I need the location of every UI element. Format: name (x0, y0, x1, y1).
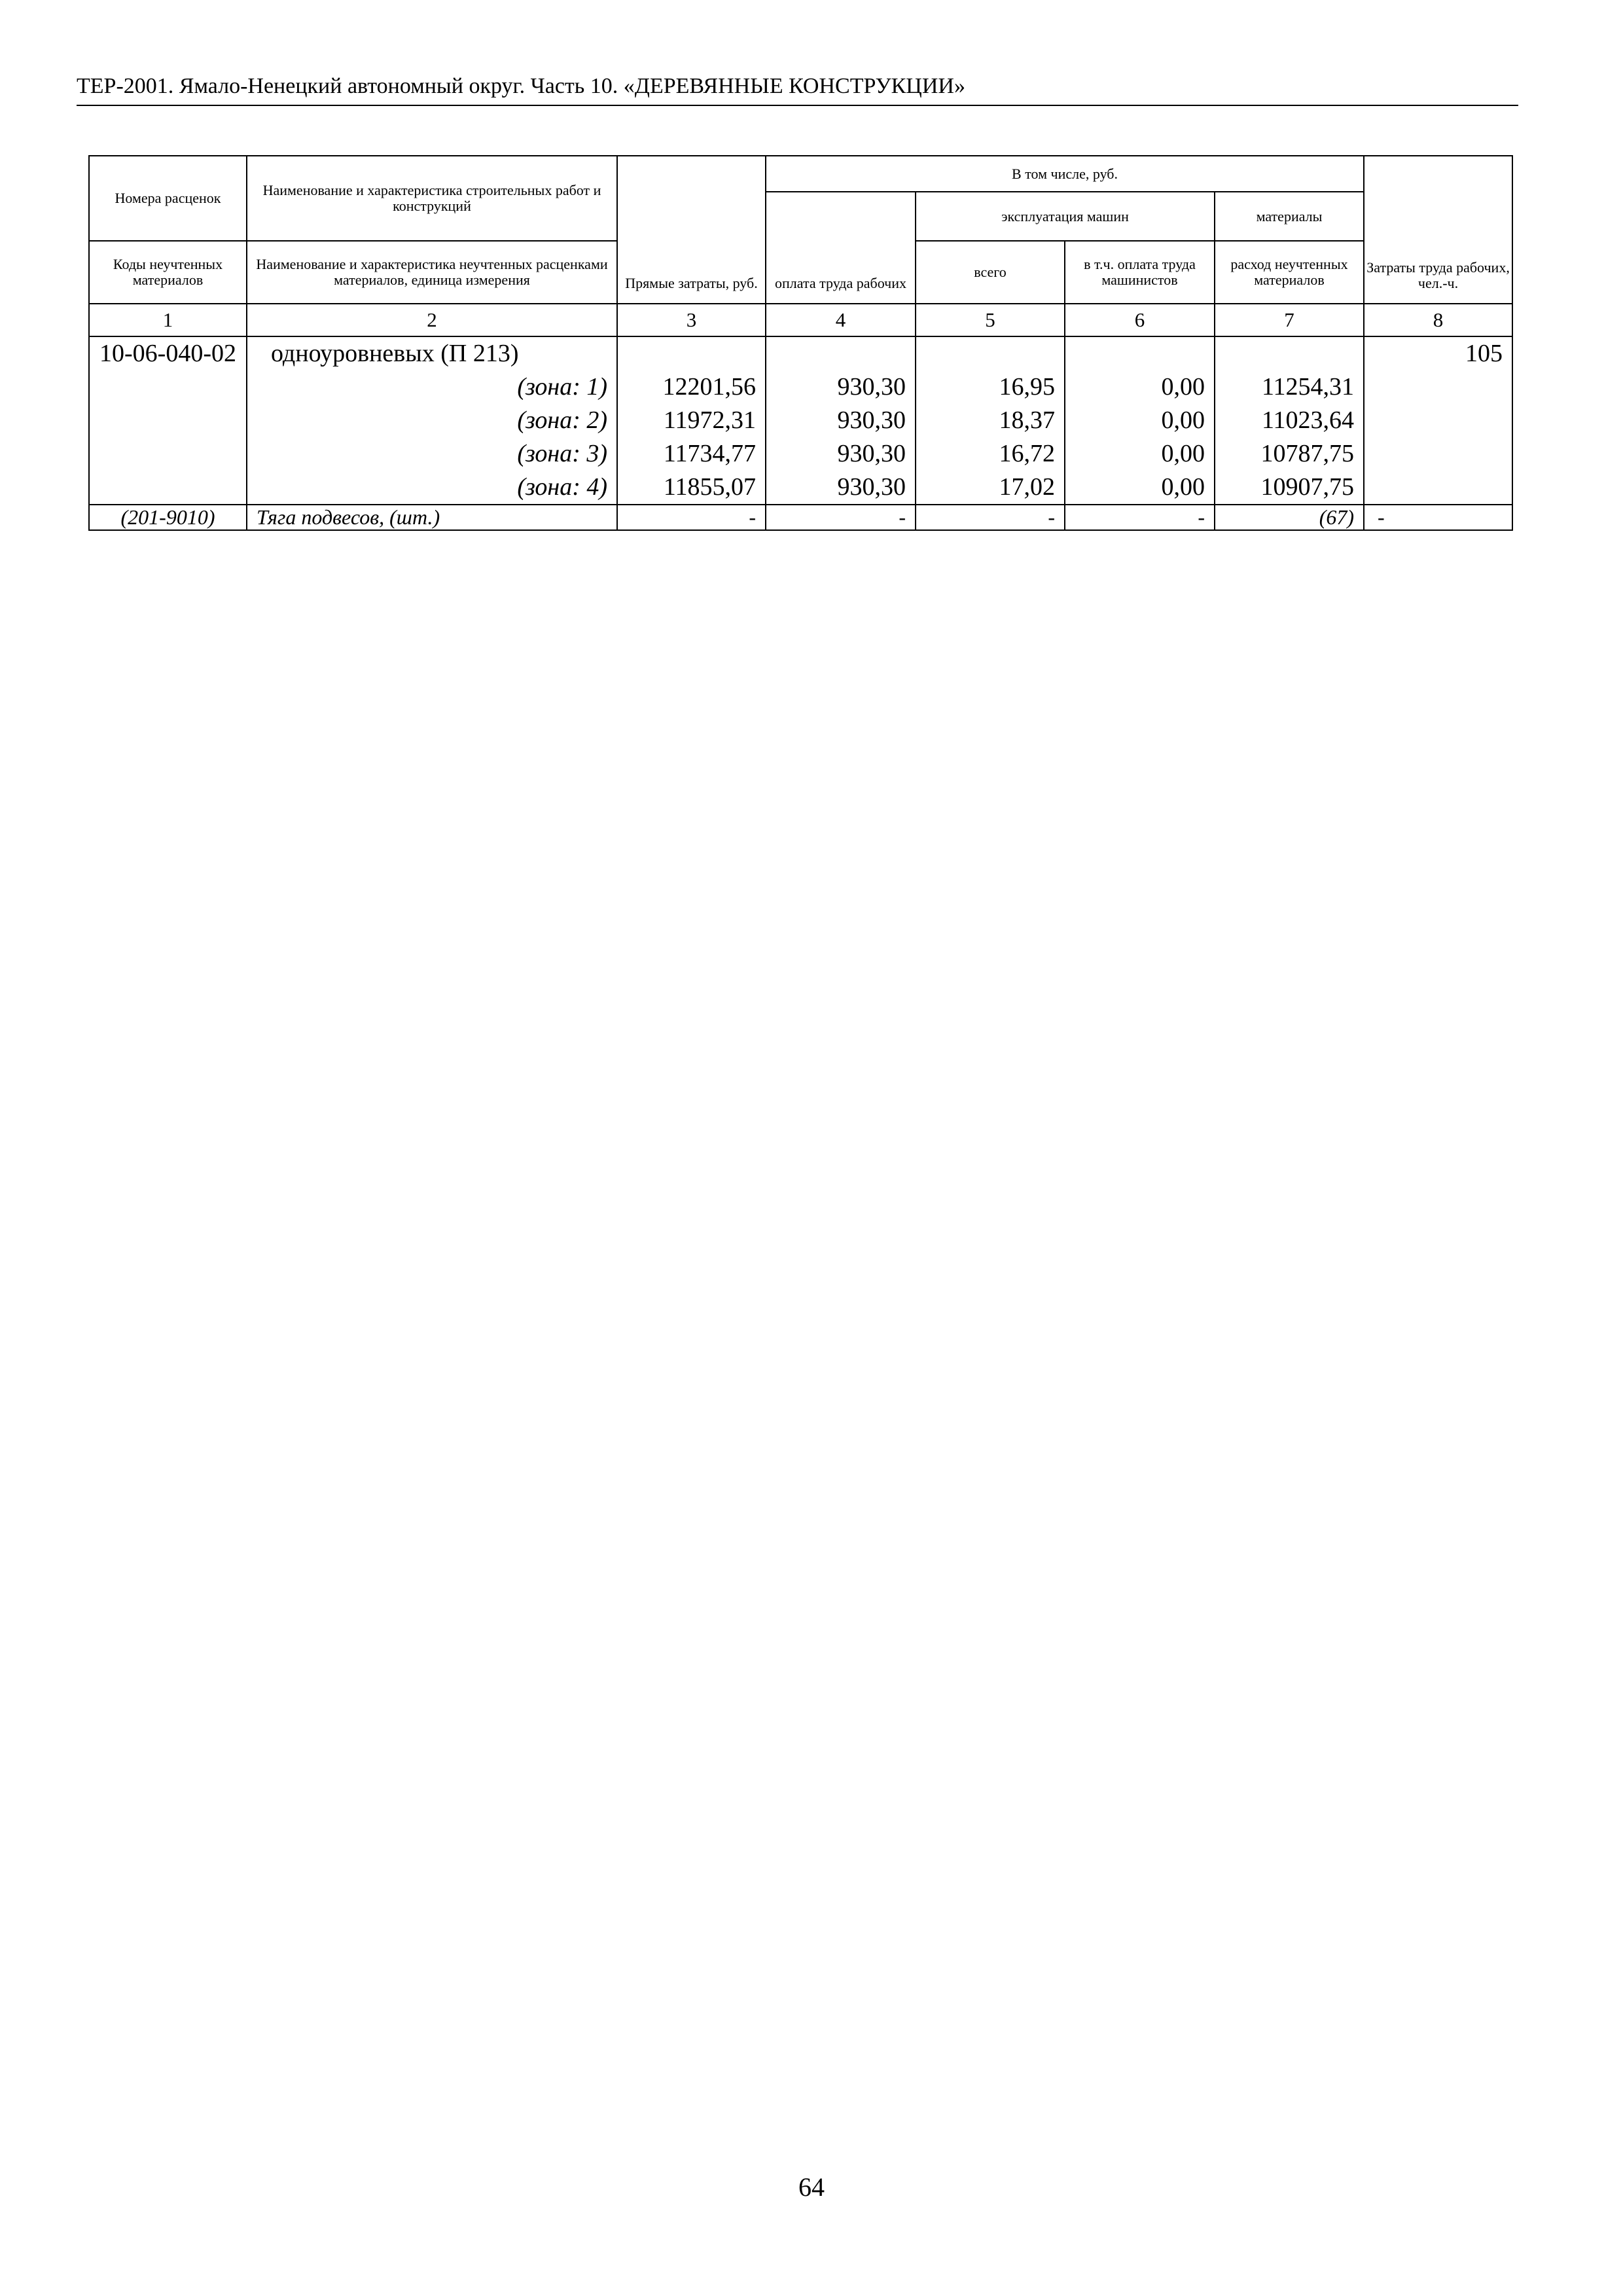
direct-cost: 12201,56 (662, 373, 756, 401)
material-labor-costs: - (1378, 505, 1385, 529)
material-code: (201-9010) (120, 505, 215, 529)
column-number: 3 (617, 304, 766, 336)
column-number: 5 (916, 304, 1065, 336)
column-number: 4 (766, 304, 916, 336)
machines-total: 18,37 (999, 406, 1055, 434)
machinists-wages: 0,00 (1161, 473, 1205, 501)
material-machines-total: - (1048, 505, 1055, 529)
header-rate-numbers: Номера расценок (89, 156, 247, 241)
machines-total: 16,95 (999, 373, 1055, 401)
material-direct-cost: - (749, 505, 756, 529)
material-machinists-wages: - (1198, 505, 1205, 529)
header-material-codes: Коды неучтенных материалов (89, 241, 247, 304)
header-unaccounted-materials: расход неучтенных материалов (1215, 241, 1364, 304)
worker-wages: 930,30 (837, 406, 906, 434)
header-machinists-wages: в т.ч. оплата труда машинистов (1065, 241, 1215, 304)
header-material-name: Наименование и характеристика неучтенных расценками материалов, единица измерения (247, 241, 617, 304)
rate-code: 10-06-040-02 (99, 340, 236, 367)
column-number-row (89, 304, 1512, 336)
zone-label: (зона: 1) (517, 373, 607, 401)
header-direct-costs: Прямые затраты, руб. (617, 156, 766, 304)
zone-label: (зона: 2) (517, 406, 607, 434)
materials-cost: 10907,75 (1260, 473, 1355, 501)
machinists-wages: 0,00 (1161, 440, 1205, 467)
table-row (89, 505, 1512, 530)
header-worker-wages: оплата труда рабочих (766, 192, 916, 304)
column-number: 6 (1065, 304, 1215, 336)
running-header: ТЕР-2001. Ямало-Ненецкий автономный округ. Часть 10. «ДЕРЕВЯННЫЕ КОНСТРУКЦИИ» (77, 74, 965, 98)
header-materials: материалы (1215, 192, 1364, 241)
labor-costs: 105 (1465, 340, 1503, 367)
direct-cost: 11972,31 (663, 406, 756, 434)
zone-label: (зона: 4) (517, 473, 607, 501)
work-name: одноуровневых (П 213) (271, 340, 519, 367)
worker-wages: 930,30 (837, 373, 906, 401)
zone-label: (зона: 3) (517, 440, 607, 467)
header-rule (77, 105, 1518, 106)
column-number: 7 (1215, 304, 1364, 336)
direct-cost: 11855,07 (663, 473, 756, 501)
page-number: 64 (798, 2172, 825, 2202)
material-quantity: (67) (1319, 505, 1355, 529)
column-number: 2 (247, 304, 617, 336)
material-name: Тяга подвесов, (шт.) (257, 505, 440, 529)
header-row (89, 156, 1512, 192)
column-number: 1 (89, 304, 247, 336)
column-number: 8 (1364, 304, 1512, 336)
machinists-wages: 0,00 (1161, 406, 1205, 434)
direct-cost: 11734,77 (663, 440, 756, 467)
worker-wages: 930,30 (837, 473, 906, 501)
machines-total: 17,02 (999, 473, 1055, 501)
materials-cost: 11023,64 (1261, 406, 1355, 434)
header-work-name: Наименование и характеристика строительных работ и конструкций (247, 156, 617, 241)
materials-cost: 10787,75 (1260, 440, 1355, 467)
header-labor-costs: Затраты труда рабочих, чел.-ч. (1364, 156, 1512, 304)
table-row (89, 336, 1512, 505)
header-machines-total: всего (916, 241, 1065, 304)
header-including: В том числе, руб. (766, 156, 1364, 192)
materials-cost: 11254,31 (1261, 373, 1355, 401)
header-machine-operation: эксплуатация машин (916, 192, 1215, 241)
worker-wages: 930,30 (837, 440, 906, 467)
material-worker-wages: - (899, 505, 906, 529)
rates-table (88, 155, 1513, 531)
machines-total: 16,72 (999, 440, 1055, 467)
machinists-wages: 0,00 (1161, 373, 1205, 401)
